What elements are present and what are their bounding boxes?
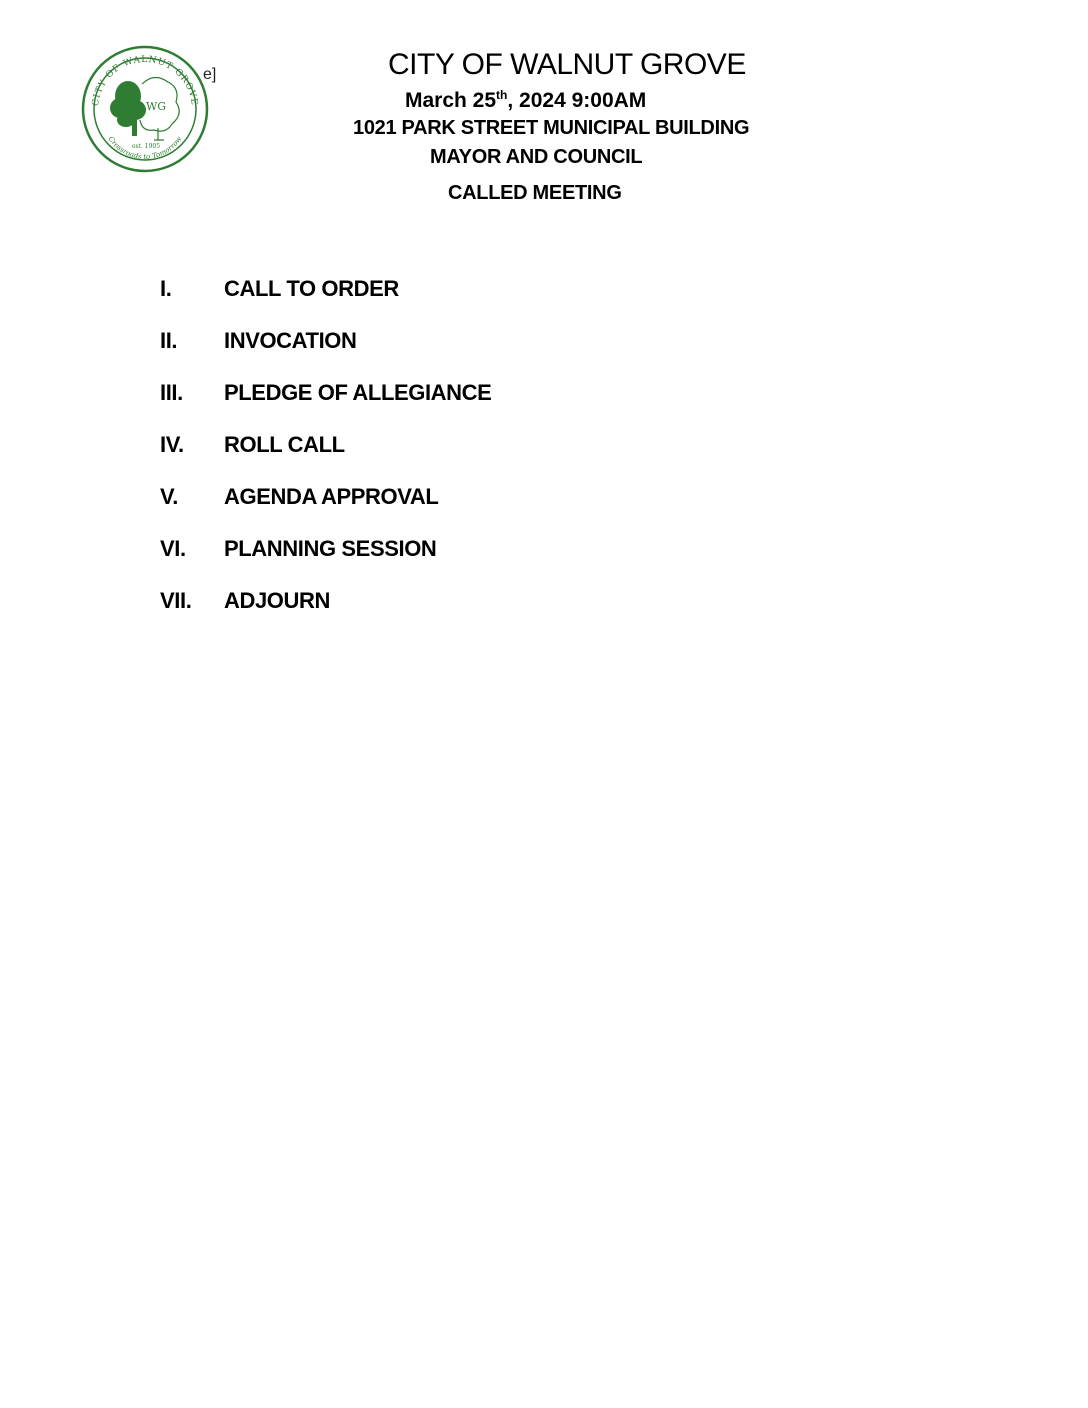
document-title: CITY OF WALNUT GROVE (388, 48, 746, 81)
seal-ring-bottom-text: Crossroads to Tomorrow (106, 135, 184, 162)
agenda-item (160, 380, 491, 432)
agenda-item-label: INVOCATION (224, 328, 357, 353)
meeting-address: 1021 PARK STREET MUNICIPAL BUILDING (353, 117, 750, 139)
agenda-item-numeral: V. (160, 484, 178, 509)
agenda-item (160, 432, 491, 484)
meeting-type: CALLED MEETING (448, 182, 622, 204)
agenda-item (160, 484, 491, 536)
agenda-item-numeral: I. (160, 276, 172, 301)
agenda-item (160, 276, 491, 328)
agenda-item-label: AGENDA APPROVAL (224, 484, 439, 509)
seal-established: est. 1905 (131, 143, 161, 150)
date-ordinal-suffix: th (496, 88, 508, 102)
meeting-datetime (405, 88, 646, 113)
agenda-item (160, 588, 491, 640)
governing-body: MAYOR AND COUNCIL (430, 146, 643, 168)
agenda-item-numeral: VI. (160, 536, 186, 561)
agenda-list (160, 276, 491, 640)
agenda-item-numeral: II. (160, 328, 178, 353)
agenda-item-label: PLEDGE OF ALLEGIANCE (224, 380, 492, 405)
bracket-fragment: e] (203, 66, 217, 83)
agenda-item (160, 536, 491, 588)
meeting-time: , 2024 9:00AM (507, 89, 647, 112)
agenda-item-numeral: VII. (160, 588, 192, 613)
agenda-item-numeral: III. (160, 380, 183, 405)
seal-ring-top-text: CITY OF WALNUT GROVE (90, 54, 200, 107)
agenda-item-numeral: IV. (160, 432, 184, 457)
city-seal-logo (80, 44, 210, 174)
agenda-item (160, 328, 491, 380)
seal-monogram: WG (145, 100, 167, 113)
meeting-date: March 25 (405, 89, 497, 112)
agenda-item-label: PLANNING SESSION (224, 536, 437, 561)
agenda-item-label: CALL TO ORDER (224, 276, 399, 301)
agenda-item-label: ROLL CALL (224, 432, 345, 457)
agenda-item-label: ADJOURN (224, 588, 330, 613)
